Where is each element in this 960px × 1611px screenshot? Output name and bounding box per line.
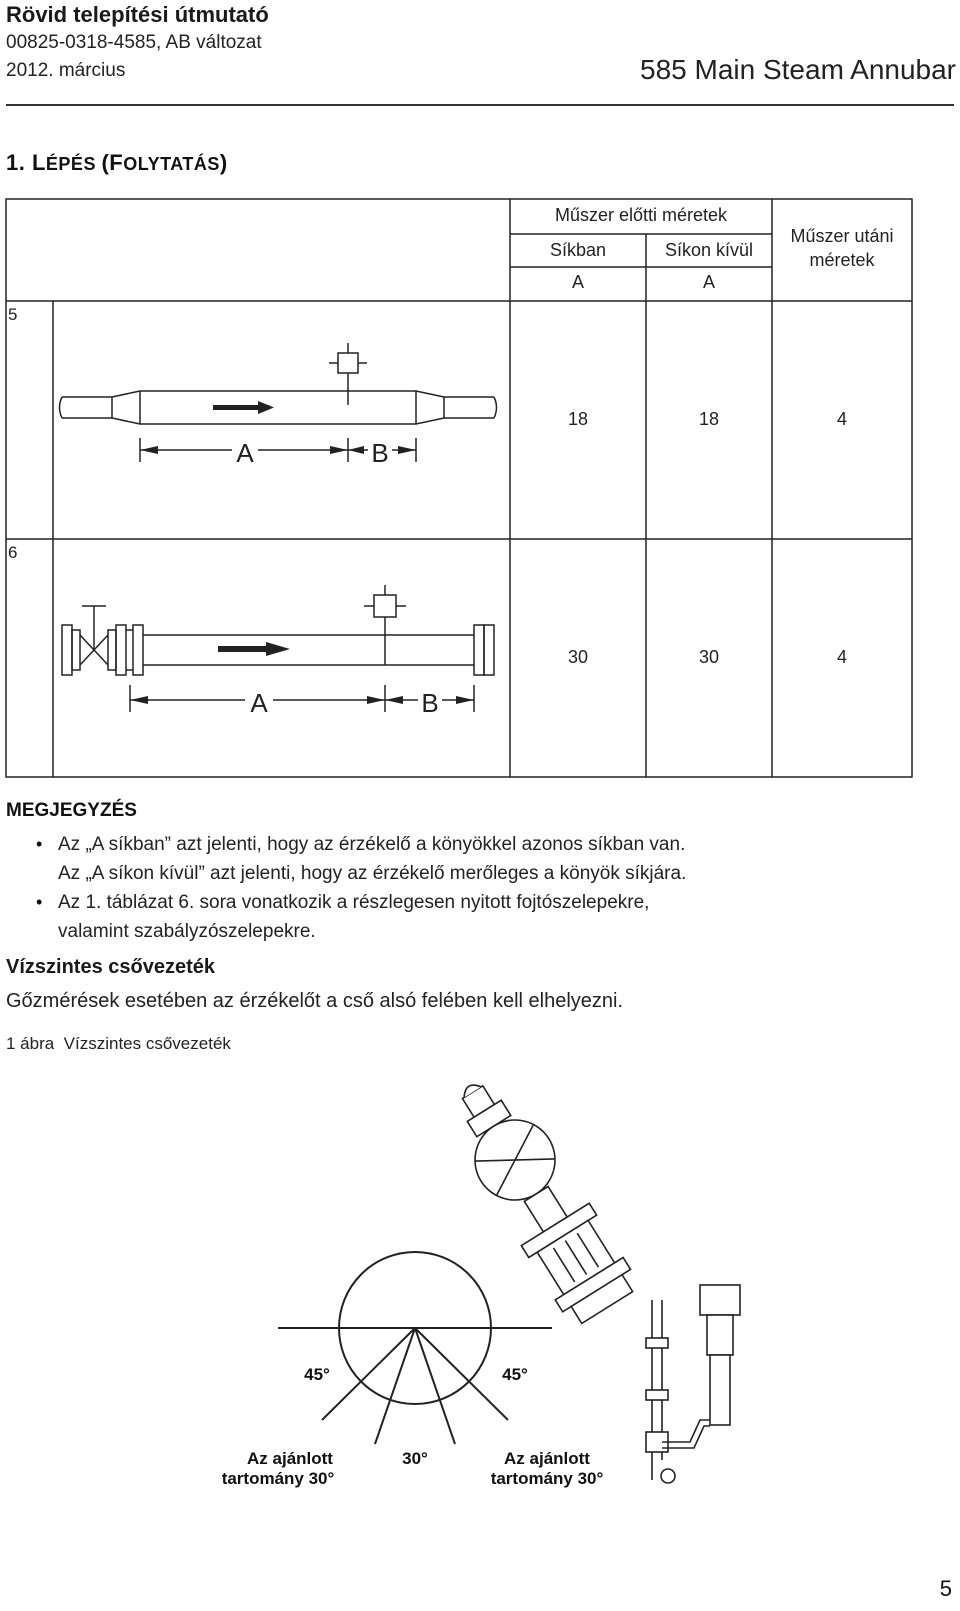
in-plane-header: Síkban: [549, 240, 607, 260]
step-heading: 1. LÉPÉS (FOLYTATÁS): [6, 150, 228, 175]
row6-out-plane: 30: [698, 647, 720, 667]
doc-number: 00825-0318-4585, AB változat: [6, 32, 262, 53]
range-left-l2: tartomány 30°: [221, 1469, 335, 1488]
col-a2: A: [702, 272, 716, 292]
dim-a-label: A: [236, 438, 254, 468]
downstream-header-l1: Műszer utáni: [790, 226, 894, 246]
range-right-l2: tartomány 30°: [490, 1469, 604, 1488]
section-heading: Vízszintes csővezeték: [6, 956, 215, 978]
dim-b-label: B: [371, 438, 389, 468]
annubar-assembly-drawing: [435, 1065, 740, 1483]
downstream-header-l2: méretek: [809, 250, 875, 270]
col-a1: A: [571, 272, 585, 292]
range-left-l1: Az ajánlott: [247, 1449, 333, 1468]
note-bullet2-line1: Az 1. táblázat 6. sora vonatkozik a részlegesen nyitott fojtószelepekre,: [58, 892, 650, 913]
doc-title: Rövid telepítési útmutató: [6, 2, 269, 27]
out-of-plane-header: Síkon kívül: [664, 240, 754, 260]
row5-in-plane: 18: [567, 409, 589, 429]
product-name: 585 Main Steam Annubar: [640, 54, 956, 85]
dim-a-label: A: [250, 688, 268, 718]
row6-in-plane: 30: [567, 647, 589, 667]
note-bullet2-line2: valamint szabályzószelepekre.: [58, 921, 316, 942]
note-bullet1-line1: Az „A síkban” azt jelenti, hogy az érzékelő a könyökkel azonos síkban van.: [58, 834, 686, 855]
page-number: 5: [939, 1576, 952, 1601]
reducer-pipe-diagram: [60, 343, 497, 462]
section-body: Gőzmérések esetében az érzékelőt a cső alsó felében kell elhelyezni.: [6, 990, 624, 1012]
figure-caption: 1 ábra Vízszintes csővezeték: [6, 1034, 231, 1053]
horizontal-pipe-figure: [0, 1060, 960, 1500]
angle-center-label: 30°: [402, 1449, 428, 1468]
pipe-section-diagram: [278, 1252, 552, 1444]
dim-b-label: B: [421, 688, 439, 718]
note-heading: MEGJEGYZÉS: [6, 800, 137, 821]
upstream-header: Műszer előtti méretek: [554, 205, 728, 225]
doc-date: 2012. március: [6, 60, 126, 81]
row-number: 6: [8, 543, 18, 562]
row5-downstream: 4: [836, 409, 848, 429]
row-number: 5: [8, 305, 18, 324]
bullet-icon: •: [36, 892, 43, 912]
bullet-icon: •: [36, 834, 43, 854]
range-right-l1: Az ajánlott: [504, 1449, 590, 1468]
angle-left-label: 45°: [304, 1365, 330, 1384]
row6-downstream: 4: [836, 647, 848, 667]
row5-out-plane: 18: [698, 409, 720, 429]
note-bullet1-line2: Az „A síkon kívül” azt jelenti, hogy az érzékelő merőleges a könyök síkjára.: [58, 863, 687, 884]
straight-run-table: [0, 0, 960, 780]
angle-right-label: 45°: [502, 1365, 528, 1384]
